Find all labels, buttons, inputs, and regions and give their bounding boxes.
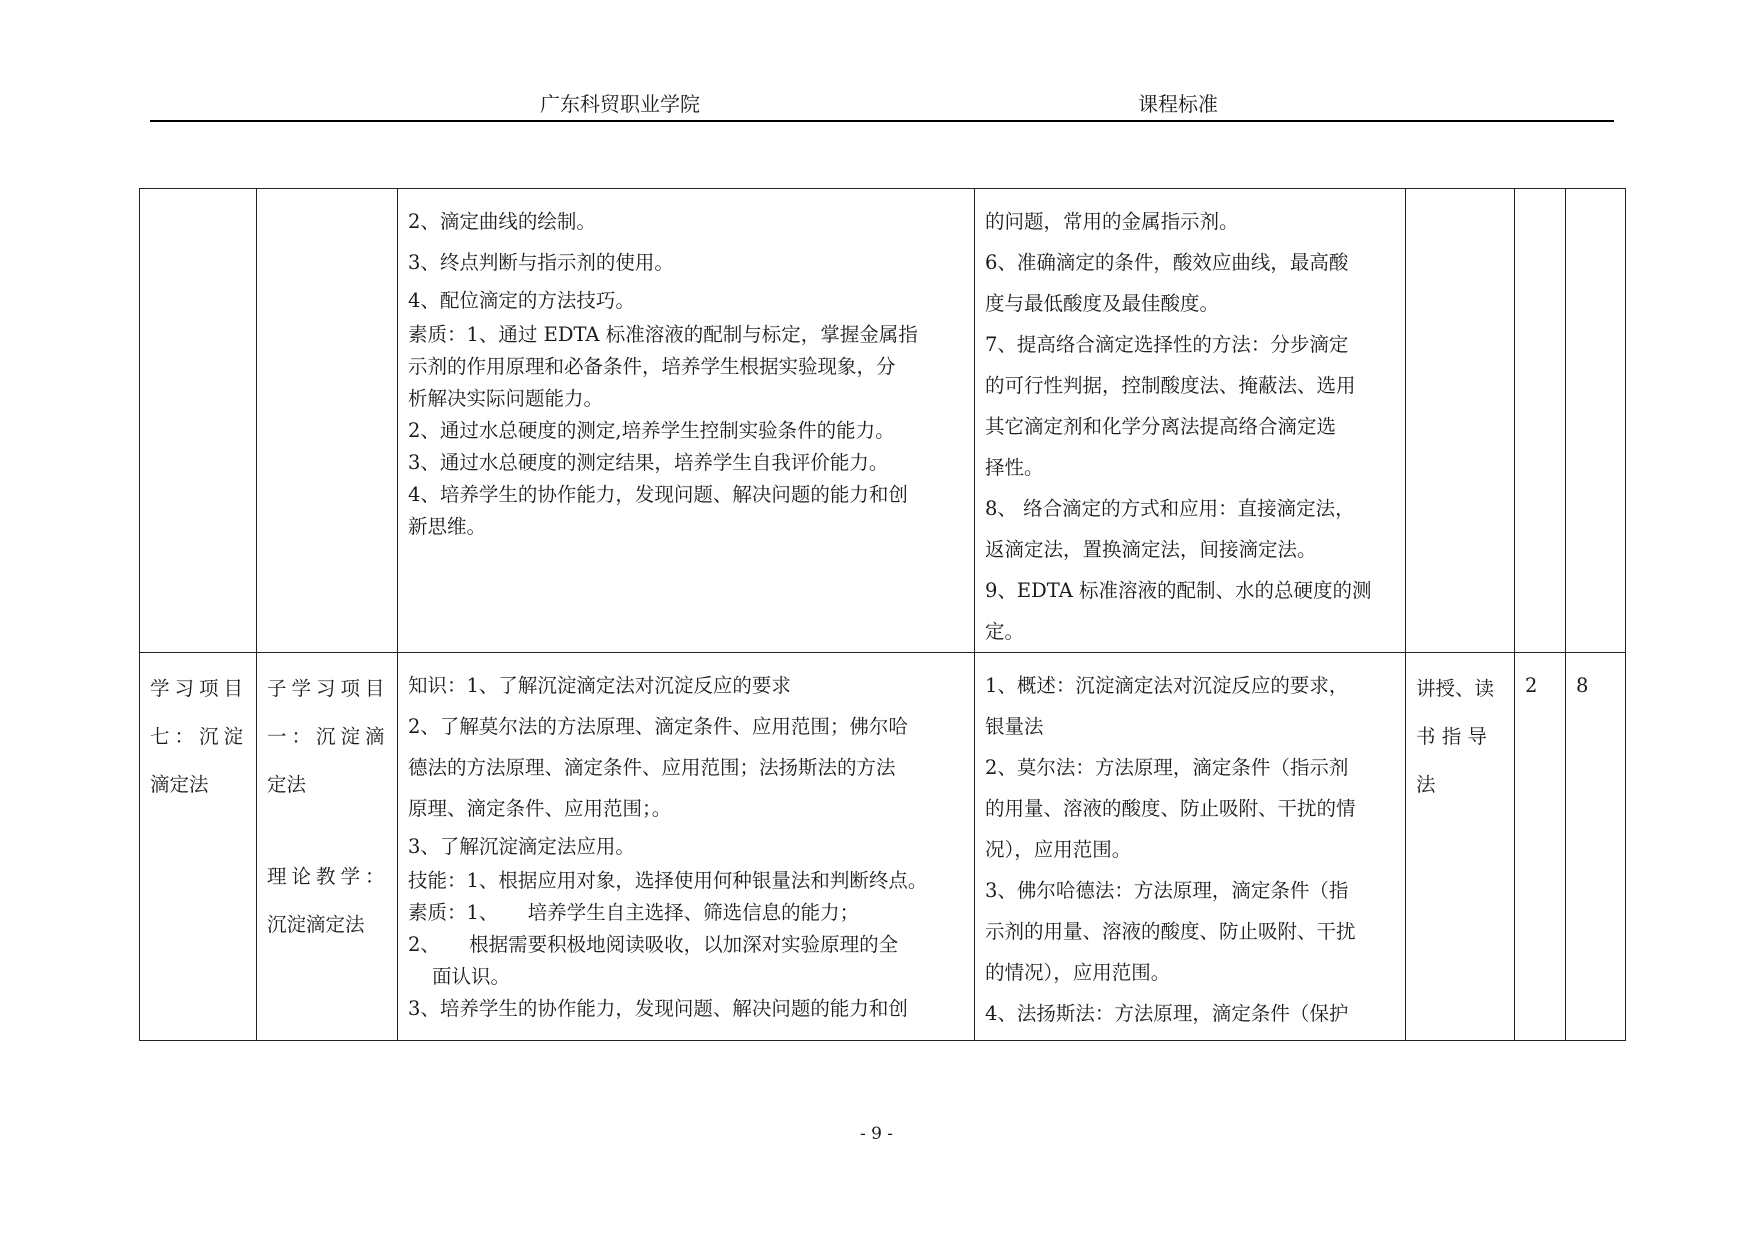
content-cell: [975, 653, 1406, 1041]
objective-line: 示剂的作用原理和必备条件，培养学生根据实验现象，分: [408, 355, 896, 378]
objective-line: 2、通过水总硬度的测定,培养学生控制实验条件的能力。: [408, 419, 895, 442]
content-line: 定。: [985, 620, 1025, 643]
content-line: 返滴定法，置换滴定法，间接滴定法。: [985, 538, 1317, 561]
subproject-line: 理论教学：: [267, 865, 390, 888]
content-line: 6、准确滴定的条件，酸效应曲线，最高酸: [985, 251, 1349, 274]
hours-cell: [1515, 653, 1566, 1041]
content-line: 2、莫尔法：方法原理，滴定条件（指示剂: [985, 756, 1349, 779]
project-name-line: 滴定法: [150, 773, 209, 796]
project-name-line: 学习项目: [150, 677, 249, 700]
objective-line: 析解决实际问题能力。: [408, 387, 604, 410]
hours-value: 2: [1525, 674, 1538, 697]
objective-line: 素质：1、通过 EDTA 标准溶液的配制与标定，掌握金属指: [408, 323, 918, 346]
header-rule: [150, 120, 1614, 122]
objective-line: 4、培养学生的协作能力，发现问题、解决问题的能力和创: [408, 483, 908, 506]
objective-line: 3、了解沉淀滴定法应用。: [408, 835, 635, 858]
content-line: 示剂的用量、溶液的酸度、防止吸附、干扰: [985, 920, 1356, 943]
table-row-project-7: [140, 653, 1626, 1041]
subproject-line: 一：沉淀滴: [267, 725, 390, 748]
project-name-line: 七：沉淀: [150, 725, 249, 748]
content-line: 1、概述：沉淀滴定法对沉淀反应的要求，: [985, 674, 1349, 697]
objective-line: 技能：1、根据应用对象，选择使用何种银量法和判断终点。: [408, 869, 928, 892]
content-line: 的问题，常用的金属指示剂。: [985, 210, 1239, 233]
method-line: 书 指 导: [1416, 725, 1487, 748]
total-hours-cell: [1566, 653, 1626, 1041]
content-line: 3、佛尔哈德法：方法原理，滴定条件（指: [985, 879, 1349, 902]
objective-line: 素质：1、 培养学生自主选择、筛选信息的能力；: [408, 901, 860, 924]
content-line: 7、提高络合滴定选择性的方法：分步滴定: [985, 333, 1349, 356]
method-cell: [1406, 653, 1515, 1041]
objective-line: 德法的方法原理、滴定条件、应用范围；法扬斯法的方法: [408, 756, 896, 779]
content-line: 9、EDTA 标准溶液的配制、水的总硬度的测: [985, 579, 1372, 602]
objectives-cell: [398, 653, 975, 1041]
content-cell: [975, 189, 1406, 653]
subproject-line: 沉淀滴定法: [267, 913, 365, 936]
objective-line: 3、培养学生的协作能力，发现问题、解决问题的能力和创: [408, 997, 908, 1020]
objective-line: 4、配位滴定的方法技巧。: [408, 289, 635, 312]
subproject-line: 定法: [267, 773, 307, 796]
method-line: 讲授、读: [1416, 677, 1495, 700]
objective-line: 2、滴定曲线的绘制。: [408, 210, 596, 233]
objective-line: 2、了解莫尔法的方法原理、滴定条件、应用范围；佛尔哈: [408, 715, 908, 738]
objective-line: 3、终点判断与指示剂的使用。: [408, 251, 674, 274]
content-line: 的情况），应用范围。: [985, 961, 1171, 984]
objective-line: 2、 根据需要积极地阅读吸收，以加深对实验原理的全: [408, 933, 899, 956]
content-line: 的可行性判据，控制酸度法、掩蔽法、选用: [985, 374, 1356, 397]
objective-line: 新思维。: [408, 515, 487, 538]
subproject-cell: [257, 653, 398, 1041]
content-line: 其它滴定剂和化学分离法提高络合滴定选: [985, 415, 1337, 438]
total-hours-cell-empty: [1566, 189, 1626, 653]
objective-line: 3、通过水总硬度的测定结果，培养学生自我评价能力。: [408, 451, 889, 474]
header-school-name: 广东科贸职业学院: [540, 92, 700, 116]
subproject-cell-empty: [257, 189, 398, 653]
content-line: 择性。: [985, 456, 1044, 479]
course-standard-table: [139, 188, 1626, 1041]
content-line: 4、法扬斯法：方法原理，滴定条件（保护: [985, 1002, 1349, 1025]
objective-line: 面认识。: [432, 965, 511, 988]
total-hours-value: 8: [1576, 674, 1589, 697]
project-cell: [140, 653, 257, 1041]
content-line: 况），应用范围。: [985, 838, 1132, 861]
method-line: 法: [1416, 773, 1436, 796]
header-doc-title: 课程标准: [1138, 92, 1218, 116]
content-line: 8、 络合滴定的方式和应用：直接滴定法，: [985, 497, 1355, 520]
project-cell-empty: [140, 189, 257, 653]
table-row-continued: [140, 189, 1626, 653]
objective-line: 知识：1、了解沉淀滴定法对沉淀反应的要求: [408, 674, 791, 697]
objectives-cell: [398, 189, 975, 653]
content-line: 银量法: [985, 715, 1044, 738]
objective-line: 原理、滴定条件、应用范围；。: [408, 797, 672, 820]
method-cell-empty: [1406, 189, 1515, 653]
content-line: 的用量、溶液的酸度、防止吸附、干扰的情: [985, 797, 1356, 820]
hours-cell-empty: [1515, 189, 1566, 653]
content-line: 度与最低酸度及最佳酸度。: [985, 292, 1220, 315]
page-number: - 9 -: [859, 1124, 894, 1144]
subproject-line: 子学习项目: [267, 677, 390, 700]
